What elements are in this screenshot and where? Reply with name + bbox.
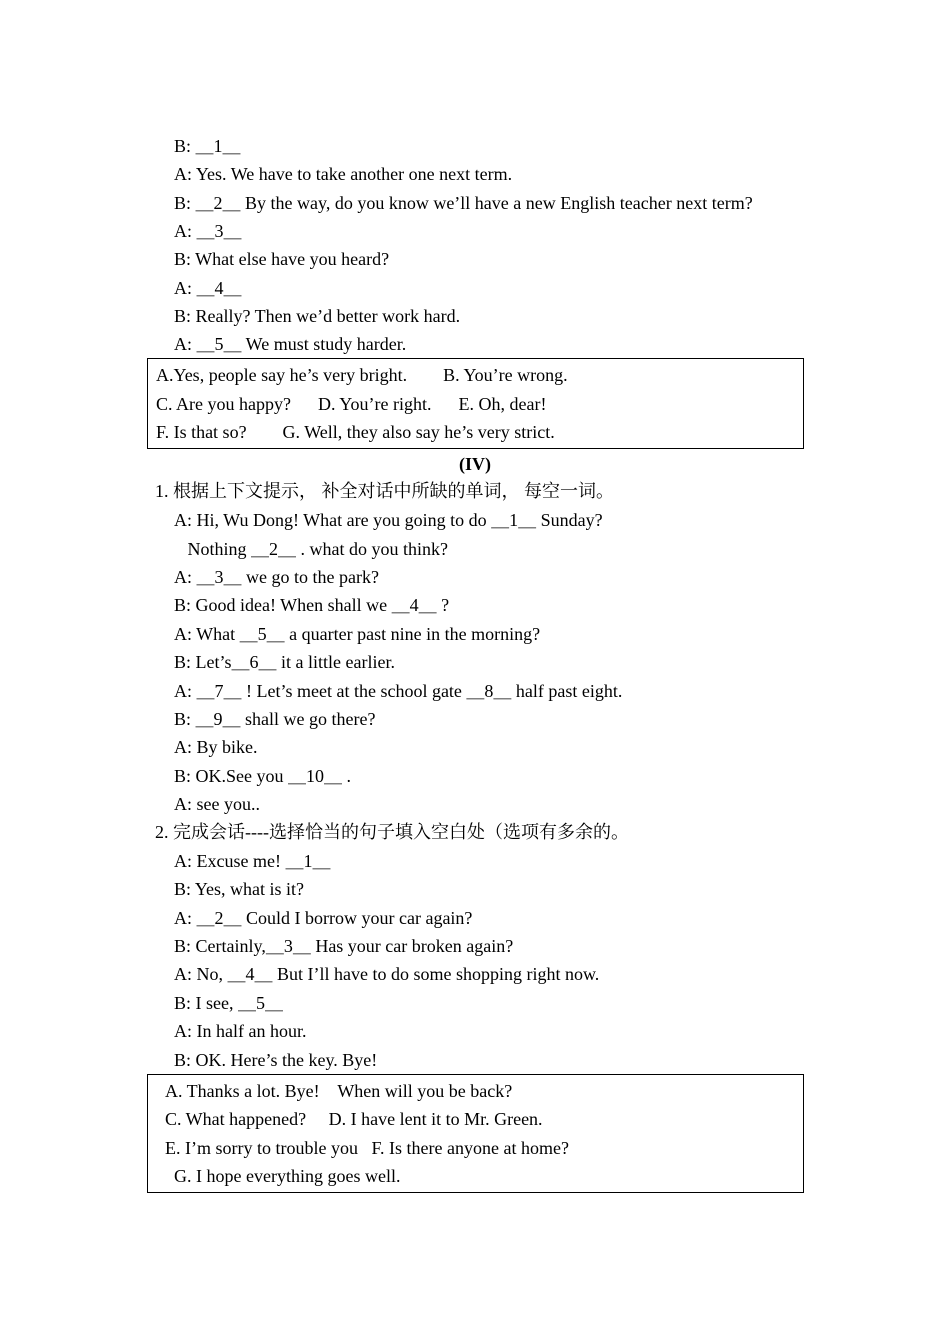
dialogue-line: B: ＿9＿ shall we go there? [174, 709, 376, 729]
dialogue-line: B: Certainly,＿3＿ Has your car broken again? [174, 936, 514, 956]
dialogue-line: B: What else have you heard? [174, 249, 390, 269]
dialogue-line: A: What ＿5＿ a quarter past nine in the morning? [174, 624, 541, 644]
dialogue-line: B: ＿1＿ [174, 136, 241, 156]
section4-options-box [147, 1074, 804, 1193]
dialogue-line: B: Yes, what is it? [174, 879, 305, 899]
dialogue-line: B: Good idea! When shall we ＿4＿ ? [174, 595, 450, 615]
dialogue-line: A: In half an hour. [174, 1021, 307, 1041]
dialogue-line: A: No, ＿4＿ But I’ll have to do some shopping right now. [174, 964, 600, 984]
dialogue-line: Nothing ＿2＿ . what do you think? [174, 539, 448, 559]
dialogue-line: B: OK.See you ＿10＿ . [174, 766, 351, 786]
dialogue-line: B: OK. Here’s the key. Bye! [174, 1050, 378, 1070]
option-line: F. Is that so? G. Well, they also say he’s very strict. [156, 422, 555, 442]
section3-options-box [147, 358, 804, 449]
section-title: (IV) [459, 454, 491, 474]
dialogue-line: B: ＿2＿ By the way, do you know we’ll have a new English teacher next term? [174, 193, 753, 213]
dialogue-line: A: By bike. [174, 737, 258, 757]
dialogue-line: A: ＿3＿ we go to the park? [174, 567, 379, 587]
dialogue-line: A: see you.. [174, 794, 260, 814]
option-line: C. Are you happy? D. You’re right. E. Oh, dear! [156, 394, 547, 414]
dialogue-line: A: Yes. We have to take another one next term. [174, 164, 513, 184]
dialogue-line: B: I see, ＿5＿ [174, 993, 283, 1013]
dialogue-line: A: Excuse me! ＿1＿ [174, 851, 331, 871]
dialogue-line: A: ＿4＿ [174, 278, 242, 298]
option-line: C. What happened? D. I have lent it to Mr. Green. [165, 1109, 543, 1129]
dialogue-line: A: ＿3＿ [174, 221, 242, 241]
dialogue-line: A: Hi, Wu Dong! What are you going to do ＿1＿ Sunday? [174, 510, 603, 530]
option-line: G. I hope everything goes well. [165, 1166, 401, 1186]
dialogue-line: B: Let’s＿6＿ it a little earlier. [174, 652, 395, 672]
question-heading: 2. 完成会话----选择恰当的句子填入空白处（选项有多余的。 [155, 822, 629, 842]
dialogue-line: B: Really? Then we’d better work hard. [174, 306, 461, 326]
dialogue-line: A: ＿2＿ Could I borrow your car again? [174, 908, 473, 928]
option-line: A. Thanks a lot. Bye! When will you be back? [165, 1081, 513, 1101]
option-line: A.Yes, people say he’s very bright. B. You’re wrong. [156, 365, 568, 385]
question-heading: 1. 根据上下文提示， 补全对话中所缺的单词， 每空一词。 [155, 481, 614, 501]
dialogue-line: A: ＿7＿ ! Let’s meet at the school gate ＿8＿ half past eight. [174, 681, 623, 701]
dialogue-line: A: ＿5＿ We must study harder. [174, 334, 407, 354]
option-line: E. I’m sorry to trouble you F. Is there anyone at home? [165, 1138, 569, 1158]
